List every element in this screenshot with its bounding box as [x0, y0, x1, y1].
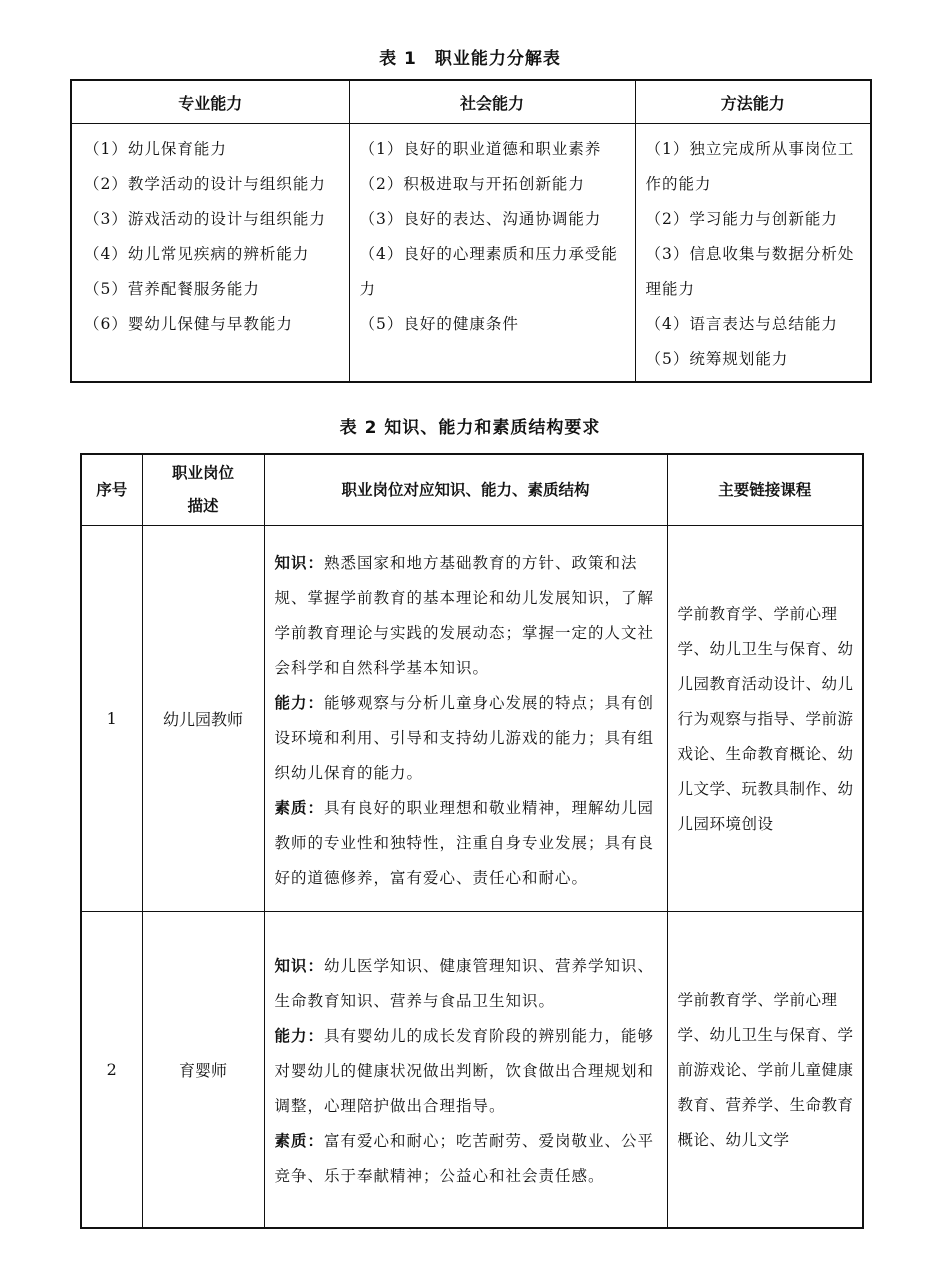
knowledge-paragraph	[275, 949, 661, 1019]
quality-paragraph	[275, 791, 661, 896]
table1-header-row	[71, 80, 871, 124]
table1-caption: 表 1 职业能力分解表	[379, 49, 561, 69]
quality-text: 富有爱心和耐心；吃苦耐劳、爱岗敬业、公平竞争、乐于奉献精神；公益心和社会责任感。	[274, 1131, 655, 1185]
knowledge-text: 熟悉国家和地方基础教育的方针、政策和法规、掌握学前教育的基本理论和幼儿发展知识，了解学前教育理论与实践的发展动态；掌握一定的人文社会科学和自然科学基本知识。	[274, 553, 655, 677]
table-row	[81, 526, 863, 912]
knowledge-text: 幼儿医学知识、健康管理知识、营养学知识、生命教育知识、营养与食品卫生知识。	[274, 956, 655, 1010]
knowledge-label: 知识：	[274, 553, 325, 572]
row-post: 幼儿园教师	[142, 526, 264, 912]
ability-label: 能力：	[274, 693, 325, 712]
list-item: （1）良好的职业道德和职业素养	[359, 140, 602, 158]
header-structure: 职业岗位对应知识、能力、素质结构	[264, 454, 667, 526]
social-abilities	[349, 124, 635, 383]
quality-label: 素质：	[274, 1131, 325, 1150]
ability-text: 具有婴幼儿的成长发育阶段的辨别能力，能够对婴幼儿的健康状况做出判断，饮食做出合理规划和调整，心理陪护做出合理指导。	[274, 1026, 655, 1115]
row-courses: 学前教育学、学前心理学、幼儿卫生与保育、学前游戏论、学前儿童健康教育、营养学、生命教育概论、幼儿文学	[667, 912, 863, 1228]
header-social: 社会能力	[349, 80, 635, 124]
list-item: （5）良好的健康条件	[359, 315, 519, 333]
quality-label: 素质：	[274, 798, 325, 817]
table2-caption: 表 2 知识、能力和素质结构要求	[339, 418, 601, 438]
list-item: （6）婴幼儿保健与早教能力	[84, 315, 293, 333]
list-item: （5）营养配餐服务能力	[84, 280, 260, 298]
list-item: （2）教学活动的设计与组织能力	[84, 175, 326, 193]
ability-text: 能够观察与分析儿童身心发展的特点；具有创设环境和利用、引导和支持幼儿游戏的能力；具有组织幼儿保育的能力。	[274, 693, 655, 782]
list-item: （4）语言表达与总结能力	[645, 315, 838, 333]
list-item: （5）统筹规划能力	[645, 350, 789, 368]
list-item: （4）幼儿常见疾病的辨析能力	[84, 245, 310, 263]
quality-paragraph	[275, 1124, 661, 1194]
list-item: （2）积极进取与开拓创新能力	[359, 175, 585, 193]
list-item: （3）游戏活动的设计与组织能力	[84, 210, 326, 228]
header-seq: 序号	[81, 454, 142, 526]
header-courses: 主要链接课程	[667, 454, 863, 526]
list-item: （3）信息收集与数据分析处理能力	[645, 245, 855, 298]
table2-header-row	[81, 454, 863, 526]
table1-body-row	[71, 124, 871, 383]
header-post-line2: 描述	[187, 497, 219, 515]
row-seq: 1	[81, 526, 142, 912]
ability-breakdown-table	[70, 79, 872, 383]
table-row	[81, 912, 863, 1228]
quality-text: 具有良好的职业理想和敬业精神，理解幼儿园教师的专业性和独特性，注重自身专业发展；具有良好的道德修养，富有爱心、责任心和耐心。	[274, 798, 655, 887]
row-structure	[264, 526, 667, 912]
knowledge-ability-quality-table	[80, 453, 864, 1229]
row-structure	[264, 912, 667, 1228]
ability-paragraph	[275, 1019, 661, 1124]
list-item: （1）独立完成所从事岗位工作的能力	[645, 140, 855, 193]
row-seq: 2	[81, 912, 142, 1228]
header-post	[142, 454, 264, 526]
list-item: （3）良好的表达、沟通协调能力	[359, 210, 602, 228]
header-method: 方法能力	[635, 80, 871, 124]
ability-paragraph	[275, 686, 661, 791]
list-item: （1）幼儿保育能力	[84, 140, 227, 158]
knowledge-paragraph	[275, 546, 661, 686]
header-post-line1: 职业岗位	[171, 464, 234, 482]
knowledge-label: 知识：	[274, 956, 325, 975]
list-item: （4）良好的心理素质和压力承受能力	[359, 245, 618, 298]
header-professional: 专业能力	[71, 80, 349, 124]
row-post: 育婴师	[142, 912, 264, 1228]
list-item: （2）学习能力与创新能力	[645, 210, 838, 228]
row-courses: 学前教育学、学前心理学、幼儿卫生与保育、幼儿园教育活动设计、幼儿行为观察与指导、学前游戏论、生命教育概论、幼儿文学、玩教具制作、幼儿园环境创设	[667, 526, 863, 912]
professional-abilities	[71, 124, 349, 383]
method-abilities	[635, 124, 871, 383]
ability-label: 能力：	[274, 1026, 325, 1045]
